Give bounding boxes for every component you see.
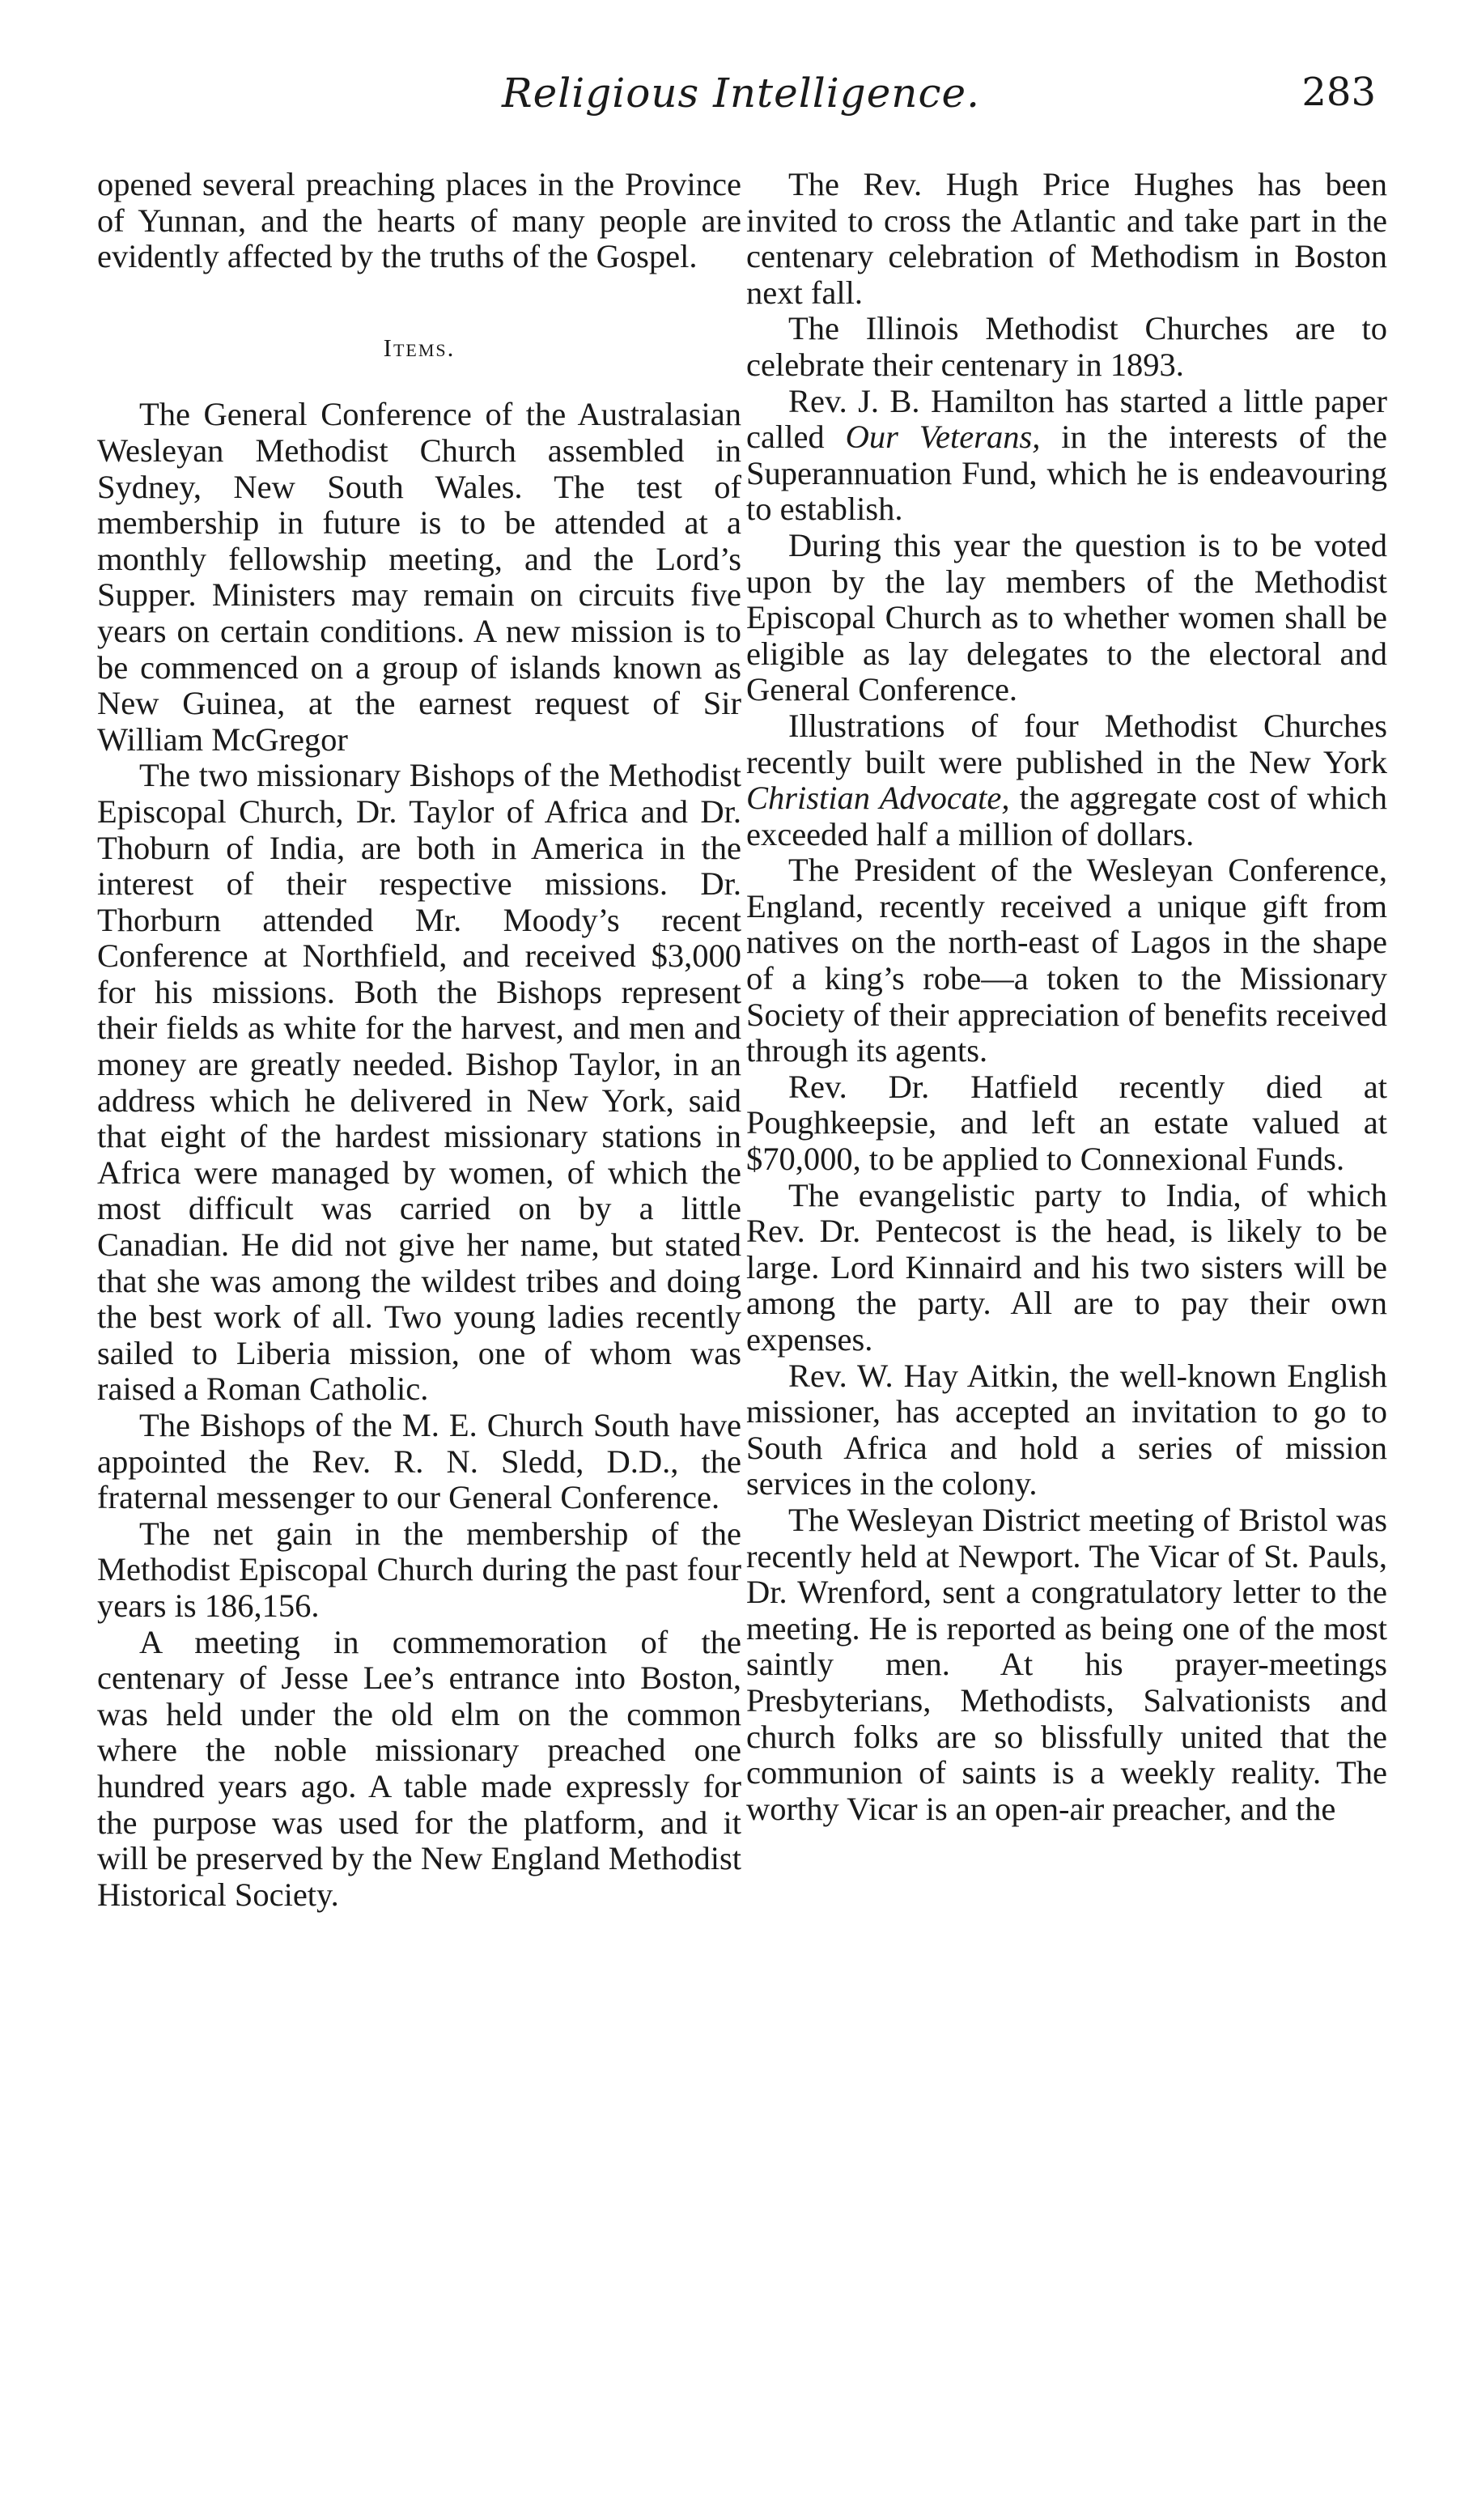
page-header <box>0 70 1473 142</box>
paragraph-evangelistic-party-india: The evangelistic party to India, of which Rev. Dr. Pentecost is the head, is likely to be large. Lord Kinnaird and his two sisters will be among the party. All are to pay their own expenses. <box>746 1176 1387 1358</box>
paragraph-church-illustrations <box>746 708 1387 852</box>
paragraph-yunnan-continued: opened several preaching places in the Province of Yunnan, and the hearts of many people are evidently affected by the truths of the Gospel. <box>97 166 741 275</box>
text-run: the aggregate cost of which exceeded half a million of dollars. <box>746 780 1387 852</box>
paragraph-membership-gain: The net gain in the membership of the Methodist Episcopal Church during the past four years is 186,156. <box>97 1515 741 1624</box>
running-title: Religious Intelligence. <box>502 70 980 117</box>
paragraph-lay-delegates-vote: During this year the question is to be voted upon by the lay members of the Methodist Episcopal Church as to whether women shall be eligible as lay delegates to the electoral and General Conference. <box>746 526 1387 708</box>
paragraph-australasian-conference: The General Conference of the Australasian Wesleyan Methodist Church assembled in Sydney, New South Wales. The test of membership in future is to be attended at a monthly fellowship meeting, and the Lord’s Supper. Ministers may remain on circuits five years on certain conditions. A new mission is to be commenced on a group of islands known as New Guinea, at the earnest request of Sir William McGregor <box>97 396 741 758</box>
paragraph-our-veterans <box>746 384 1387 528</box>
paragraph-jesse-lee-centenary: A meeting in commemoration of the centenary of Jesse Lee’s entrance into Boston, was held under the old elm on the common where the noble missionary preached one hundred years ago. A table made expressly for the purpose was used for the platform, and it will be preserved by the New England Methodist Historical Society. <box>97 1623 741 1913</box>
paragraph-bristol-district-meeting: The Wesleyan District meeting of Bristol was recently held at Newport. The Vicar of St. Pauls, Dr. Wrenford, sent a congratulatory letter to the meeting. He is reported as being one of the most saintly men. At his prayer-meetings Presbyterians, Methodists, Salvationists and church folks are so blissfully united that the communion of saints is a weekly reality. The worthy Vicar is an open-air preacher, and the <box>746 1501 1387 1827</box>
paragraph-me-church-south: The Bishops of the M. E. Church South have appointed the Rev. R. N. Sledd, D.D., the fraternal messenger to our General Conference. <box>97 1407 741 1516</box>
left-column <box>97 167 741 1913</box>
periodical-title: Our Veterans, <box>845 419 1041 456</box>
paragraph-kings-robe-gift: The President of the Wesleyan Conference, England, recently received a unique gift from natives on the north-east of Lagos in the shape of a king’s robe—a token to the Missionary Society of their appreciation of benefits received through its agents. <box>746 852 1387 1069</box>
page-number: 283 <box>1301 70 1376 115</box>
paragraph-hay-aitkin: Rev. W. Hay Aitkin, the well-known English missioner, has accepted an invitation to go to South Africa and hold a series of mission services in the colony. <box>746 1357 1387 1502</box>
paragraph-hugh-price-hughes: The Rev. Hugh Price Hughes has been invited to cross the Atlantic and take part in the centenary celebration of Methodism in Boston next fall. <box>746 166 1387 311</box>
text-run: Rev. J. B. Hamilton has started a little paper called <box>746 382 1387 456</box>
right-column <box>746 167 1387 1827</box>
section-heading-items: Items. <box>383 333 456 362</box>
paragraph-illinois-centenary: The Illinois Methodist Churches are to celebrate their centenary in 1893. <box>746 310 1387 383</box>
paragraph-missionary-bishops: The two missionary Bishops of the Methodist Episcopal Church, Dr. Taylor of Africa and Dr. Thoburn of India, are both in America in the interest of their respective missions. Dr. Thorburn attended Mr. Moody’s recent Conference at Northfield, and received $3,000 for his missions. Both the Bishops represent their fields as white for the harvest, and men and money are greatly needed. Bishop Taylor, in an address which he delivered in New York, said that eight of the hardest missionary stations in Africa were managed by women, of which the most difficult was carried on by a little Canadian. He did not give her name, but stated that she was among the wildest tribes and doing the best work of all. Two young ladies recently sailed to Liberia mission, one of whom was raised a Roman Catholic. <box>97 757 741 1408</box>
text-run: in the interests of the Superannuation Fund, which he is endeavouring to establish. <box>746 419 1387 528</box>
text-run: Illustrations of four Methodist Churches recently built were published in the New York <box>746 707 1387 780</box>
periodical-title: Christian Advocate, <box>746 780 1010 817</box>
paragraph-dr-hatfield: Rev. Dr. Hatfield recently died at Poughkeepsie, and left an estate valued at $70,000, to be applied to Connexional Funds. <box>746 1068 1387 1178</box>
